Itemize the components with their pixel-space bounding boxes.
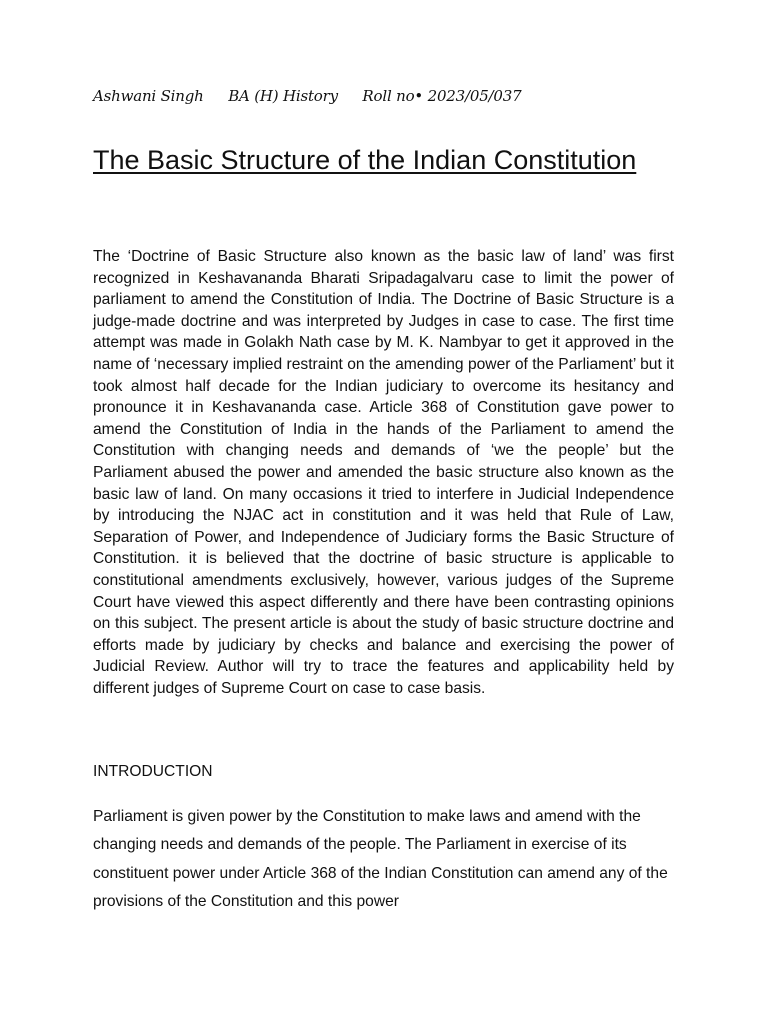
author-name: Ashwani Singh [93, 87, 204, 105]
student-header [93, 87, 541, 105]
course-name: BA (H) History [228, 87, 338, 105]
roll-number: Roll no• 2023/05/037 [362, 87, 522, 105]
introduction-paragraph: Parliament is given power by the Constitution to make laws and amend with the changing needs and demands of the people. The Parliament in exercise of its constituent power under Article 368 of the Indian Constitution can amend any of the provisions of the Constitution and this power [93, 808, 668, 910]
section-heading-introduction: INTRODUCTION [93, 763, 213, 780]
document-title: The Basic Structure of the Indian Constitution [93, 145, 637, 175]
abstract-paragraph: The ‘Doctrine of Basic Structure also known as the basic law of land’ was first recognized in Keshavananda Bharati Sripadagalvaru case to limit the power of parliament to amend the Constitution of India. The Doctrine of Basic Structure is a judge-made doctrine and was interpreted by Judges in case to case. The first time attempt was made in Golakh Nath case by M. K. Nambyar to get it approved in the name of ‘necessary implied restraint on the amending power of the Parliament’ but it took almost half decade for the Indian judiciary to overcome its hesitancy and pronounce it in Keshavananda case. Article 368 of Constitution gave power to amend the Constitution of India in the hands of the Parliament to amend the Constitution with changing needs and demands of ‘we the people’ but the Parliament abused the power and amended the basic structure also known as the basic law of land. On many occasions it tried to interfere in Judicial Independence by introducing the NJAC act in constitution and it was held that Rule of Law, Separation of Power, and Independence of Judiciary forms the Basic Structure of Constitution. it is believed that the doctrine of basic structure is applicable to constitutional amendments exclusively, however, various judges of the Supreme Court have viewed this aspect differently and there have been contrasting opinions on this subject. The present article is about the study of basic structure doctrine and efforts made by judiciary by checks and balance and exercising the power of Judicial Review. Author will try to trace the features and applicability held by different judges of Supreme Court on case to case basis. [93, 248, 674, 697]
